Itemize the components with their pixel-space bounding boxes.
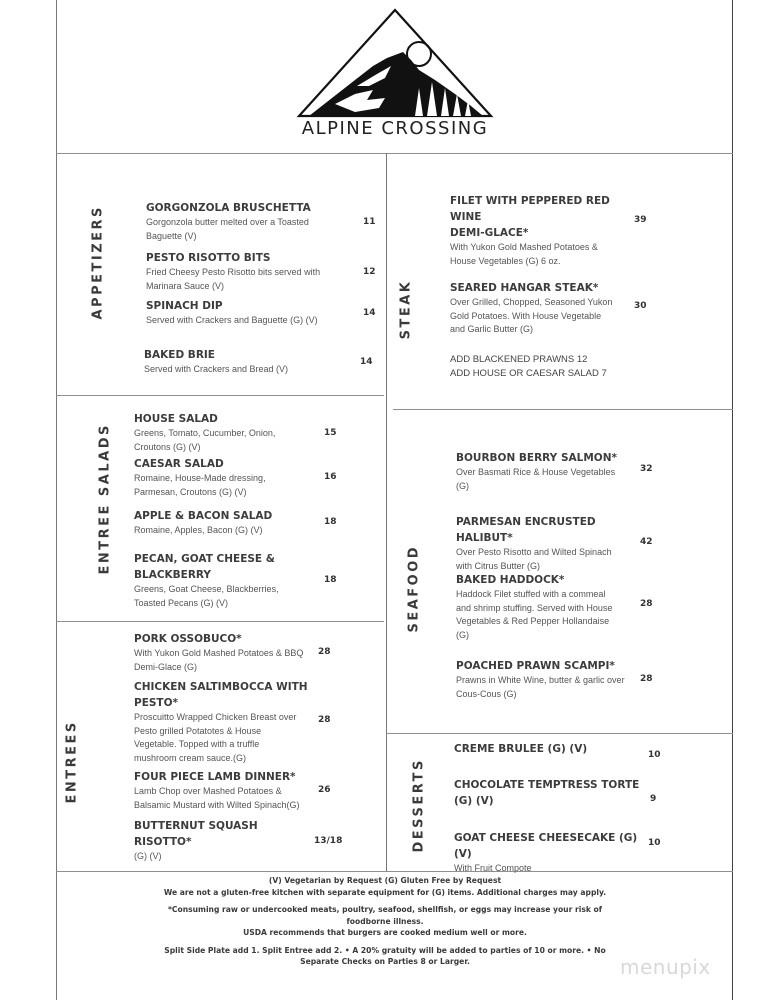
item-price: 15 [324, 428, 337, 438]
watermark: menupix [620, 955, 711, 979]
item-price: 18 [324, 517, 337, 527]
menu-item: PECAN, GOAT CHEESE & BLACKBERRY Greens, Goat Cheese, Blackberries, Toasted Pecans (G) (V) [134, 553, 279, 608]
mountain-triangle-logo-icon [295, 8, 495, 118]
item-price: 9 [650, 794, 657, 804]
section-label-entree-salads: ENTREE SALADS [97, 423, 113, 575]
frame-left-border [56, 0, 57, 1000]
brand-name: ALPINE CROSSING [301, 118, 489, 139]
menu-item: SPINACH DIP Served with Crackers and Baguette (G) (V) [146, 300, 318, 325]
usda-note: USDA recommends that burgers are cooked medium well or more. [243, 928, 527, 937]
section-label-seafood: SEAFOOD [406, 544, 422, 633]
menu-item: BOURBON BERRY SALMON* Over Basmati Rice & House Vegetables (G) [456, 452, 617, 491]
menu-item: APPLE & BACON SALAD Romaine, Apples, Bacon (G) (V) [134, 510, 273, 535]
item-price: 14 [360, 357, 373, 367]
item-price: 28 [640, 599, 653, 609]
menu-item: PORK OSSOBUCO* With Yukon Gold Mashed Potatoes & BBQ Demi-Glace (G) [134, 633, 304, 672]
menu-item: BAKED BRIE Served with Crackers and Bread (V) [144, 349, 289, 374]
menu-item: BAKED HADDOCK* Haddock Filet stuffed with a commeal and shrimp stuffing. Served with House Vegetables & Red Pepper Hollandaise (G) [456, 574, 613, 640]
item-price: 28 [318, 647, 331, 657]
menu-item: FOUR PIECE LAMB DINNER* Lamb Chop over Mashed Potatoes & Balsamic Mustard with Wilted Spinach(G) [134, 771, 300, 810]
column-divider [386, 153, 387, 871]
item-price: 11 [363, 217, 376, 227]
split-gratuity-policy: Split Side Plate add 1. Split Entree add 2. • A 20% gratuity will be added to parties of 10 or more. • No Separate Checks on Parties 8 or Larger. [164, 945, 606, 966]
item-price: 39 [634, 215, 647, 225]
menu-item: CREME BRULEE (G) (V) [454, 743, 588, 755]
item-price: 28 [318, 715, 331, 725]
menu-item: POACHED PRAWN SCAMPI* Prawns in White Wine, butter & garlic over Cous-Cous (G) [456, 660, 625, 699]
menu-item: SEARED HANGAR STEAK* Over Grilled, Chopped, Seasoned Yukon Gold Potatoes. With House Vegetable and Garlic Butter (G) [450, 282, 613, 334]
menu-item: GOAT CHEESE CHEESECAKE (G) (V) With Fruit Compote [454, 832, 638, 873]
frame-right-border [732, 0, 733, 1000]
menu-item: PARMESAN ENCRUSTED HALIBUT* Over Pesto Risotto and Wilted Spinach with Citrus Butter (G) [456, 516, 612, 571]
item-price: 12 [363, 267, 376, 277]
raw-food-warning: *Consuming raw or undercooked meats, poultry, seafood, shellfish, or eggs may increase your risk of foodborne illness. [167, 905, 603, 926]
menu-item: CAESAR SALAD Romaine, House-Made dressing, Parmesan, Croutons (G) (V) [134, 458, 266, 497]
item-price: 10 [648, 750, 661, 760]
item-price: 13/18 [314, 836, 343, 846]
menu-item: CHOCOLATE TEMPTRESS TORTE (G) (V) [454, 779, 640, 807]
header-divider [56, 153, 733, 154]
item-price: 30 [634, 301, 647, 311]
item-price: 26 [318, 785, 331, 795]
steak-addons: ADD BLACKENED PRAWNS 12 ADD HOUSE OR CAESAR SALAD 7 [450, 354, 607, 379]
dietary-legend: (V) Vegetarian by Request (G) Gluten Free by Request [268, 876, 502, 885]
gluten-note: We are not a gluten-free kitchen with separate equipment for (G) items. Additional charges may apply. [163, 887, 607, 897]
menu-item: PESTO RISOTTO BITS Fried Cheesy Pesto Risotto bits served with Marinara Sauce (V) [146, 252, 321, 291]
item-price: 14 [363, 308, 376, 318]
menu-item: CHICKEN SALTIMBOCCA WITH PESTO* Proscuitto Wrapped Chicken Breast over Pesto grilled Potatotes & House Vegetable. Topped with a truffle mushroom cream sauce.(G) [134, 681, 308, 763]
item-price: 42 [640, 537, 653, 547]
salads-divider [56, 621, 384, 622]
section-label-steak: STEAK [398, 279, 414, 340]
section-label-entrees: ENTREES [64, 720, 80, 804]
item-price: 32 [640, 464, 653, 474]
menu-item: BUTTERNUT SQUASH RISOTTO* (G) (V) [134, 820, 258, 861]
menu-item: FILET WITH PEPPERED RED WINE DEMI-GLACE* With Yukon Gold Mashed Potatoes & House Vegetables (G) 6 oz. [450, 195, 610, 266]
item-price: 18 [324, 575, 337, 585]
item-price: 28 [640, 674, 653, 684]
item-price: 10 [648, 838, 661, 848]
section-label-appetizers: APPETIZERS [90, 205, 106, 320]
footer-notes [150, 875, 620, 974]
section-label-desserts: DESSERTS [411, 758, 427, 853]
appetizers-divider [56, 395, 384, 396]
menu-item: HOUSE SALAD Greens, Tomato, Cucumber, Onion, Croutons (G) (V) [134, 413, 276, 452]
seafood-divider [386, 733, 733, 734]
item-price: 16 [324, 472, 337, 482]
menu-item: GORGONZOLA BRUSCHETTA Gorgonzola butter melted over a Toasted Baguette (V) [146, 202, 311, 241]
steak-divider [393, 409, 733, 410]
